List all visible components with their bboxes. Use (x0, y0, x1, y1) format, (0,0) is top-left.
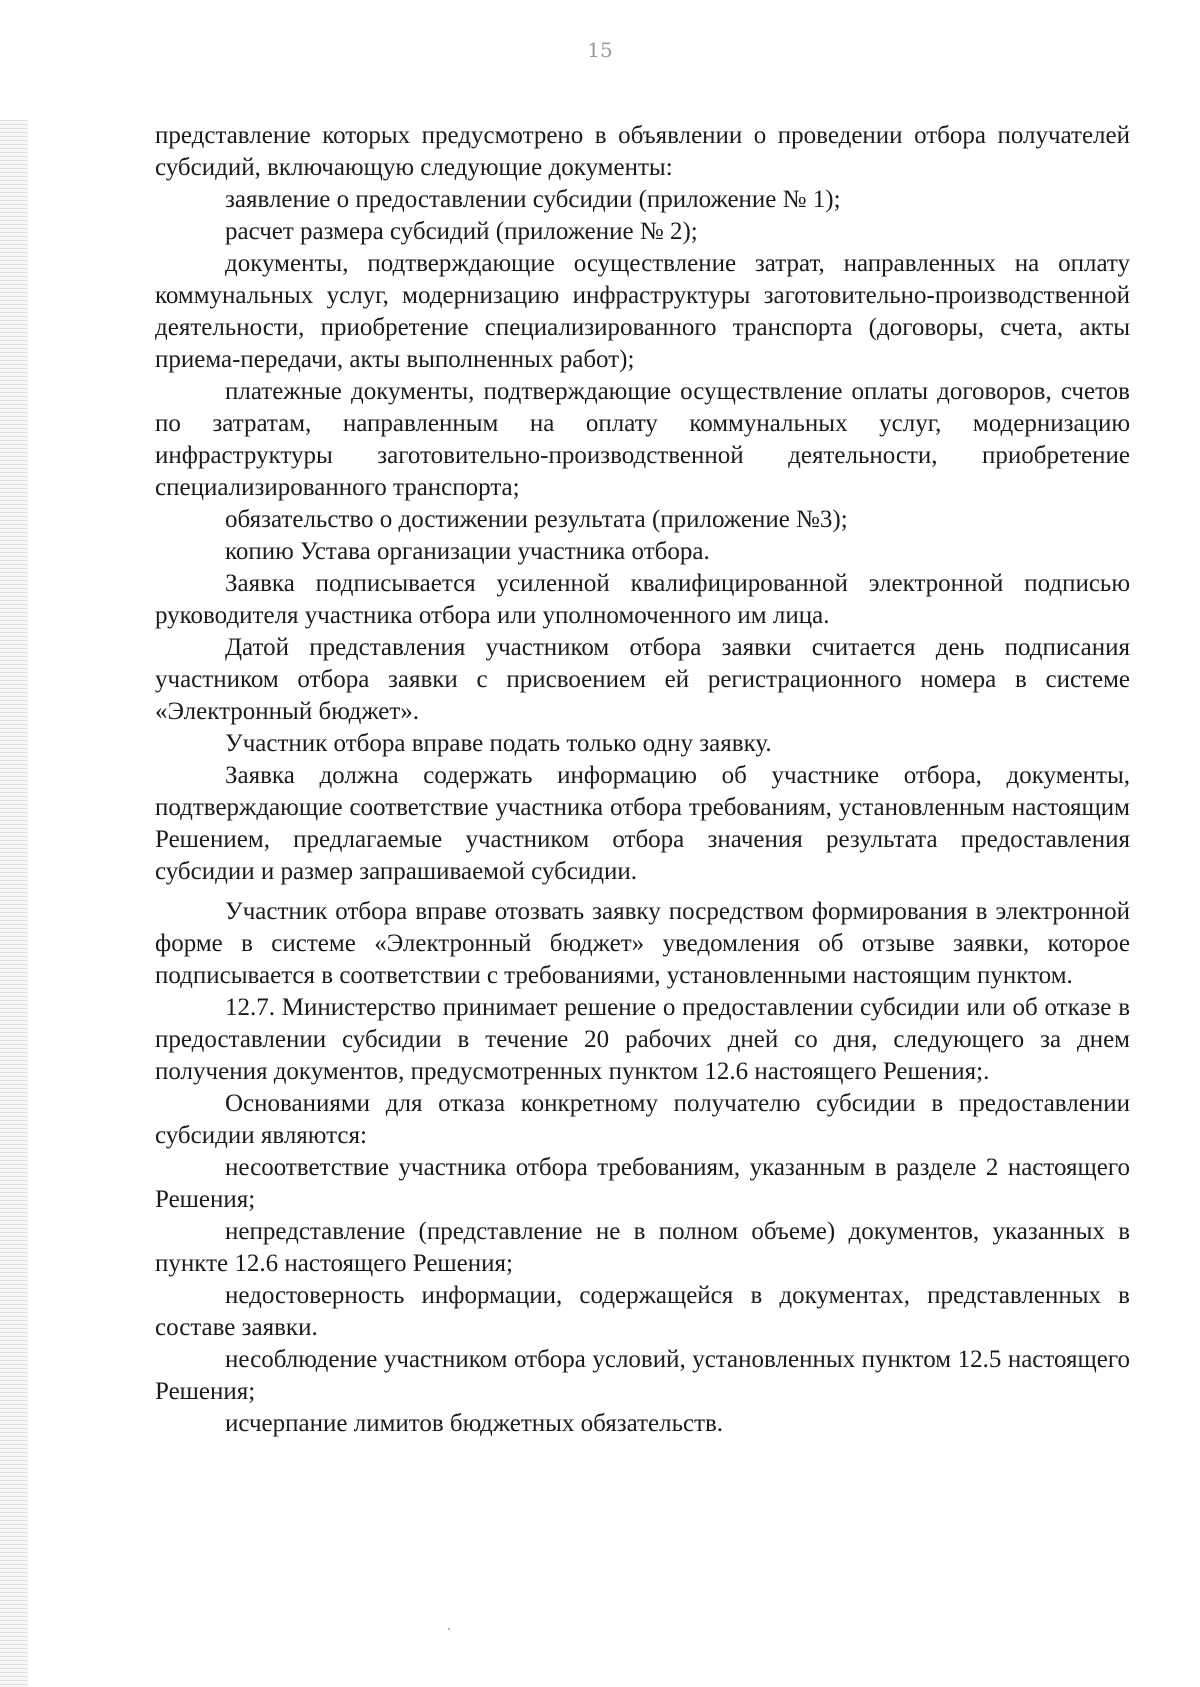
list-item-calculation: расчет размера субсидий (приложение № 2); (225, 218, 698, 245)
paragraph-continuation: представление которых предусмотрено в объявлении о проведении отбора получателей субсидий, включающую следующие документы: (155, 122, 1130, 181)
page-number: 15 (587, 38, 613, 62)
list-item-application: заявление о предоставлении субсидии (приложение № 1); (225, 186, 841, 213)
list-item-nonsubmission: непредставление (представление не в полном объеме) документов, указанных в пункте 12.6 настоящего Решения; (155, 1218, 1130, 1277)
list-item-conditions-violation: несоблюдение участником отбора условий, установленных пунктом 12.5 настоящего Решения; (155, 1346, 1130, 1405)
paragraph-signature: Заявка подписывается усиленной квалифицированной электронной подписью руководителя участника отбора или уполномоченного им лица. (155, 570, 1130, 629)
scan-speck (448, 1628, 450, 1630)
list-item-limits-exhausted: исчерпание лимитов бюджетных обязательств. (225, 1410, 724, 1437)
list-item-charter-copy: копию Устава организации участника отбора. (225, 538, 710, 565)
scan-edge-artifact (0, 120, 28, 1687)
list-item-unreliable-info: недостоверность информации, содержащейся в документах, представленных в составе заявки. (155, 1282, 1130, 1341)
paragraph-application-content: Заявка должна содержать информацию об участнике отбора, документы, подтверждающие соответствие участника отбора требованиям, установленным настоящим Решением, предлагаемые участником отбора значения результата предоставления субсидии и размер запрашиваемой субсидии. (155, 762, 1130, 885)
list-item-noncompliance: несоответствие участника отбора требованиям, указанным в разделе 2 настоящего Решения; (155, 1154, 1130, 1213)
body-text (155, 120, 1130, 1440)
paragraph-refusal-grounds: Основаниями для отказа конкретному получателю субсидии в предоставлении субсидии являются: (155, 1090, 1130, 1149)
list-item-cost-documents: документы, подтверждающие осуществление затрат, направленных на оплату коммунальных услуг, модернизацию инфраструктуры заготовительно-производственной деятельности, приобретение специализированного транспорта (договоры, счета, акты приема-передачи, акты выполненных работ); (155, 250, 1130, 373)
list-item-obligation: обязательство о достижении результата (приложение №3); (225, 506, 848, 533)
paragraph-single-application: Участник отбора вправе подать только одну заявку. (225, 730, 772, 757)
paragraph-12-7: 12.7. Министерство принимает решение о предоставлении субсидии или об отказе в предоставлении субсидии в течение 20 рабочих дней со дня, следующего за днем получения документов, предусмотренных пунктом 12.6 настоящего Решения;. (155, 994, 1130, 1085)
list-item-payment-documents: платежные документы, подтверждающие осуществление оплаты договоров, счетов по затратам, направленным на оплату коммунальных услуг, модернизацию инфраструктуры заготовительно-производственной деятельности, приобретение специализированного транспорта; (155, 378, 1130, 501)
paragraph-submission-date: Датой представления участником отбора заявки считается день подписания участником отбора заявки с присвоением ей регистрационного номера в системе «Электронный бюджет». (155, 634, 1130, 725)
paragraph-withdrawal: Участник отбора вправе отозвать заявку посредством формирования в электронной форме в системе «Электронный бюджет» уведомления об отзыве заявки, которое подписывается в соответствии с требованиями, установленными настоящим пунктом. (155, 898, 1130, 989)
